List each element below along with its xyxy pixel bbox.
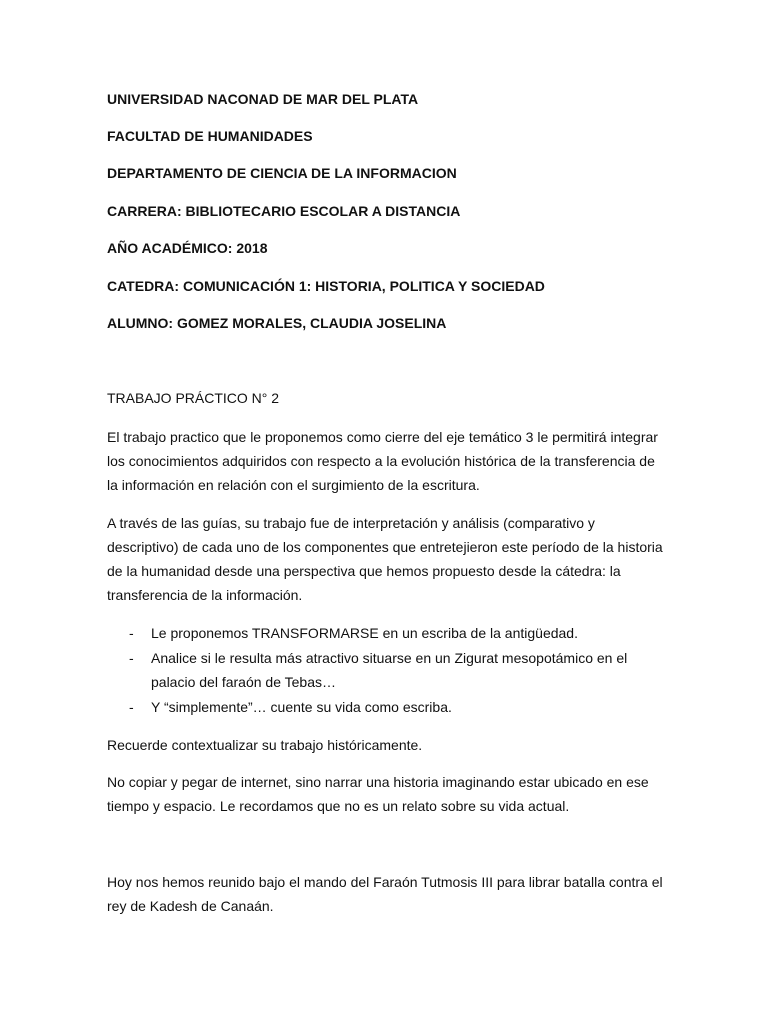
bullet-item-2-continuation: palacio del faraón de Tebas… (151, 674, 336, 690)
bullet-marker: - (129, 699, 134, 715)
paragraph-2-line-4: transferencia de la información. (107, 587, 303, 603)
paragraph-5-line-2: rey de Kadesh de Canaán. (107, 898, 274, 914)
header-chair: CATEDRA: COMUNICACIÓN 1: HISTORIA, POLITICA Y SOCIEDAD (107, 278, 545, 294)
paragraph-1-line-1: El trabajo practico que le proponemos como cierre del eje temático 3 le permitirá integrar (107, 429, 658, 445)
paragraph-2-line-2: descriptivo) de cada uno de los componentes que entretejieron este período de la historia (107, 539, 663, 555)
paragraph-3: Recuerde contextualizar su trabajo históricamente. (107, 737, 423, 753)
paragraph-2-line-1: A través de las guías, su trabajo fue de interpretación y análisis (comparativo y (107, 515, 595, 531)
header-student: ALUMNO: GOMEZ MORALES, CLAUDIA JOSELINA (107, 315, 447, 331)
paragraph-4-line-1: No copiar y pegar de internet, sino narrar una historia imaginando estar ubicado en ese (107, 774, 649, 790)
paragraph-2-line-3: de la humanidad desde una perspectiva que hemos propuesto desde la cátedra: la (107, 563, 621, 579)
bullet-marker: - (129, 650, 134, 666)
header-faculty: FACULTAD DE HUMANIDADES (107, 128, 313, 144)
bullet-marker: - (129, 625, 134, 641)
paragraph-4-line-2: tiempo y espacio. Le recordamos que no es un relato sobre su vida actual. (107, 798, 570, 814)
header-career: CARRERA: BIBLIOTECARIO ESCOLAR A DISTANCIA (107, 203, 461, 219)
paragraph-1-line-2: los conocimientos adquiridos con respecto a la evolución histórica de la transferencia de (107, 453, 655, 469)
assignment-title: TRABAJO PRÁCTICO N° 2 (107, 390, 280, 406)
paragraph-5-line-1: Hoy nos hemos reunido bajo el mando del Faraón Tutmosis III para librar batalla contra el (107, 874, 663, 890)
bullet-item-2: Analice si le resulta más atractivo situarse en un Zigurat mesopotámico en el (151, 650, 628, 666)
bullet-item-1: Le proponemos TRANSFORMARSE en un escriba de la antigüedad. (151, 625, 578, 641)
bullet-item-3: Y “simplemente”… cuente su vida como escriba. (151, 699, 452, 715)
header-department: DEPARTAMENTO DE CIENCIA DE LA INFORMACION (107, 165, 457, 181)
header-university: UNIVERSIDAD NACONAD DE MAR DEL PLATA (107, 91, 419, 107)
paragraph-1-line-3: la información en relación con el surgimiento de la escritura. (107, 477, 480, 493)
header-academic-year: AÑO ACADÉMICO: 2018 (107, 240, 268, 256)
